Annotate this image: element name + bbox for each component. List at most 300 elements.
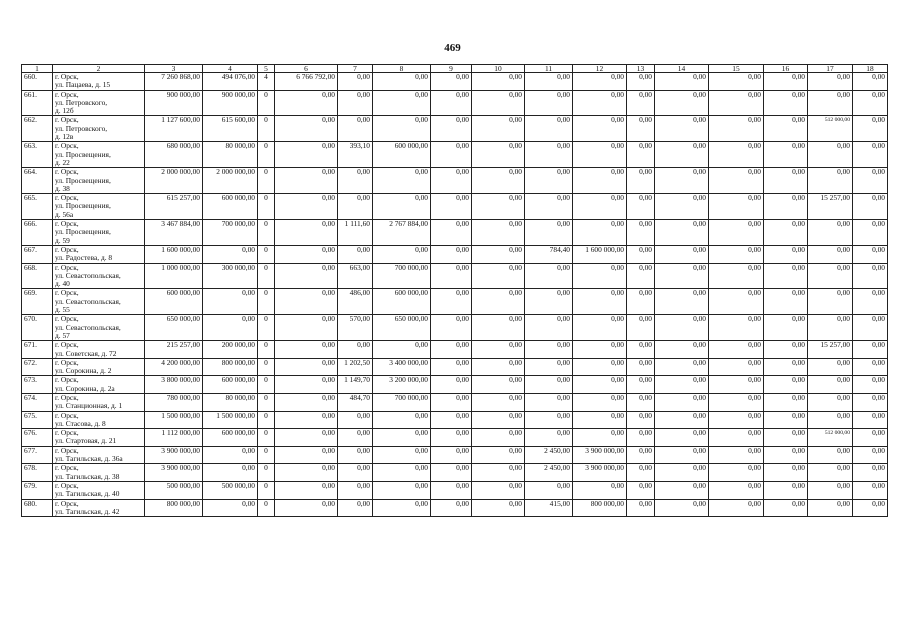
- column-number: 11: [525, 65, 573, 73]
- value-cell: 0,00: [655, 341, 709, 359]
- value-cell: 0,00: [853, 90, 888, 116]
- value-cell: 0,00: [627, 194, 655, 220]
- address-cell: г. Орск, ул. Петровского, д. 12в: [53, 116, 145, 142]
- address-cell: г. Орск, ул. Сорокина, д. 2: [53, 358, 145, 376]
- value-cell: 0,00: [525, 429, 573, 447]
- value-cell: 0,00: [573, 168, 627, 194]
- column-number: 17: [808, 65, 853, 73]
- value-cell: 0,00: [808, 411, 853, 429]
- address-cell: г. Орск, ул. Станционная, д. 1: [53, 393, 145, 411]
- value-cell: 0,00: [627, 481, 655, 499]
- value-cell: 0,00: [573, 90, 627, 116]
- value-cell: 0,00: [472, 220, 525, 246]
- value-cell: 1 149,70: [338, 376, 373, 394]
- value-cell: 80 000,00: [203, 393, 258, 411]
- address-cell: г. Орск, ул. Пацаева, д. 15: [53, 73, 145, 91]
- value-cell: 0,00: [853, 142, 888, 168]
- value-cell: 1 111,60: [338, 220, 373, 246]
- value-cell: 600 000,00: [203, 376, 258, 394]
- value-cell: 0,00: [472, 289, 525, 315]
- table-row: [22, 289, 888, 315]
- value-cell: 0,00: [338, 429, 373, 447]
- address-cell: г. Орск, ул. Севастопольская, д. 40: [53, 263, 145, 289]
- value-cell: 0: [258, 411, 275, 429]
- value-cell: 2 450,00: [525, 464, 573, 482]
- value-cell: 0,00: [764, 393, 808, 411]
- value-cell: 0: [258, 263, 275, 289]
- column-number: 15: [709, 65, 764, 73]
- value-cell: 0,00: [709, 341, 764, 359]
- value-cell: 0,00: [203, 289, 258, 315]
- value-cell: 0,00: [573, 411, 627, 429]
- value-cell: 0: [258, 315, 275, 341]
- table-row: [22, 499, 888, 517]
- value-cell: 3 467 884,00: [145, 220, 203, 246]
- column-number: 7: [338, 65, 373, 73]
- value-cell: 15 257,00: [808, 341, 853, 359]
- value-cell: 0,00: [627, 376, 655, 394]
- value-cell: 0,00: [709, 73, 764, 91]
- row-number: 661.: [22, 90, 53, 116]
- value-cell: 512 000,00: [808, 116, 853, 142]
- value-cell: 0,00: [203, 499, 258, 517]
- table-row: [22, 73, 888, 91]
- value-cell: 0,00: [764, 73, 808, 91]
- value-cell: 0,00: [627, 168, 655, 194]
- table-row: [22, 358, 888, 376]
- column-number: 3: [145, 65, 203, 73]
- column-number: 14: [655, 65, 709, 73]
- value-cell: 650 000,00: [373, 315, 431, 341]
- value-cell: 0,00: [709, 289, 764, 315]
- value-cell: 800 000,00: [203, 358, 258, 376]
- value-cell: 0,00: [808, 142, 853, 168]
- value-cell: 0,00: [431, 220, 472, 246]
- value-cell: 0,00: [764, 464, 808, 482]
- table-row: [22, 263, 888, 289]
- value-cell: 0,00: [853, 245, 888, 263]
- value-cell: 7 260 868,00: [145, 73, 203, 91]
- value-cell: 0,00: [627, 90, 655, 116]
- value-cell: 0,00: [431, 358, 472, 376]
- value-cell: 0: [258, 341, 275, 359]
- value-cell: 0,00: [472, 481, 525, 499]
- value-cell: 0,00: [338, 411, 373, 429]
- value-cell: 0,00: [655, 73, 709, 91]
- address-cell: г. Орск, ул. Тагильская, д. 40: [53, 481, 145, 499]
- value-cell: 0,00: [573, 220, 627, 246]
- value-cell: 0,00: [764, 481, 808, 499]
- value-cell: 0,00: [338, 116, 373, 142]
- value-cell: 0,00: [431, 464, 472, 482]
- value-cell: 0,00: [709, 220, 764, 246]
- value-cell: 0,00: [764, 446, 808, 464]
- value-cell: 0,00: [431, 315, 472, 341]
- value-cell: 0,00: [627, 289, 655, 315]
- address-cell: г. Орск, ул. Стартовая, д. 21: [53, 429, 145, 447]
- value-cell: 0,00: [472, 315, 525, 341]
- value-cell: 0,00: [275, 499, 338, 517]
- value-cell: 615 257,00: [145, 194, 203, 220]
- value-cell: 0,00: [275, 168, 338, 194]
- row-number: 674.: [22, 393, 53, 411]
- value-cell: 600 000,00: [203, 194, 258, 220]
- value-cell: 0,00: [338, 499, 373, 517]
- column-number: 8: [373, 65, 431, 73]
- value-cell: 1 600 000,00: [573, 245, 627, 263]
- value-cell: 1 000 000,00: [145, 263, 203, 289]
- value-cell: 0,00: [853, 393, 888, 411]
- value-cell: 0: [258, 168, 275, 194]
- value-cell: 0,00: [808, 464, 853, 482]
- value-cell: 0,00: [709, 116, 764, 142]
- value-cell: 0,00: [655, 245, 709, 263]
- value-cell: 0,00: [373, 446, 431, 464]
- value-cell: 0: [258, 194, 275, 220]
- value-cell: 0,00: [764, 376, 808, 394]
- value-cell: 0: [258, 116, 275, 142]
- value-cell: 0,00: [764, 411, 808, 429]
- column-number: 18: [853, 65, 888, 73]
- value-cell: 0,00: [655, 446, 709, 464]
- address-cell: г. Орск, ул. Просвещения, д. 59: [53, 220, 145, 246]
- value-cell: 3 800 000,00: [145, 376, 203, 394]
- value-cell: 0,00: [373, 116, 431, 142]
- value-cell: 0,00: [431, 446, 472, 464]
- value-cell: 0,00: [203, 245, 258, 263]
- value-cell: 0,00: [431, 245, 472, 263]
- value-cell: 0,00: [808, 393, 853, 411]
- row-number: 667.: [22, 245, 53, 263]
- value-cell: 0,00: [627, 464, 655, 482]
- value-cell: 0,00: [275, 142, 338, 168]
- address-cell: г. Орск, ул. Стасова, д. 8: [53, 411, 145, 429]
- table-row: [22, 393, 888, 411]
- value-cell: 0,00: [373, 499, 431, 517]
- value-cell: 80 000,00: [203, 142, 258, 168]
- table-row: [22, 116, 888, 142]
- value-cell: 0,00: [472, 142, 525, 168]
- value-cell: 200 000,00: [203, 341, 258, 359]
- table-row: [22, 194, 888, 220]
- value-cell: 0,00: [573, 315, 627, 341]
- value-cell: 3 400 000,00: [373, 358, 431, 376]
- column-number: 16: [764, 65, 808, 73]
- value-cell: 0,00: [431, 393, 472, 411]
- row-number: 670.: [22, 315, 53, 341]
- column-number: 4: [203, 65, 258, 73]
- value-cell: 0,00: [655, 429, 709, 447]
- value-cell: 0,00: [373, 194, 431, 220]
- value-cell: 0,00: [573, 376, 627, 394]
- value-cell: 0,00: [431, 90, 472, 116]
- address-cell: г. Орск, ул. Петровского, д. 12б: [53, 90, 145, 116]
- page-number: 469: [444, 42, 461, 54]
- value-cell: 0,00: [373, 481, 431, 499]
- value-cell: 0,00: [525, 142, 573, 168]
- value-cell: 0,00: [472, 464, 525, 482]
- column-number: 10: [472, 65, 525, 73]
- value-cell: 0,00: [275, 376, 338, 394]
- value-cell: 2 000 000,00: [203, 168, 258, 194]
- value-cell: 0,00: [627, 245, 655, 263]
- value-cell: 0,00: [853, 341, 888, 359]
- value-cell: 0,00: [627, 393, 655, 411]
- value-cell: 0,00: [655, 289, 709, 315]
- value-cell: 15 257,00: [808, 194, 853, 220]
- value-cell: 1 500 000,00: [145, 411, 203, 429]
- value-cell: 0,00: [525, 194, 573, 220]
- value-cell: 0,00: [764, 245, 808, 263]
- value-cell: 0,00: [853, 220, 888, 246]
- value-cell: 0,00: [764, 341, 808, 359]
- value-cell: 0: [258, 481, 275, 499]
- value-cell: 0,00: [627, 499, 655, 517]
- value-cell: 0,00: [338, 245, 373, 263]
- row-number: 669.: [22, 289, 53, 315]
- value-cell: 0,00: [764, 315, 808, 341]
- value-cell: 0,00: [808, 446, 853, 464]
- table-row: [22, 446, 888, 464]
- value-cell: 0,00: [431, 168, 472, 194]
- row-number: 671.: [22, 341, 53, 359]
- value-cell: 0,00: [373, 168, 431, 194]
- value-cell: 0,00: [627, 116, 655, 142]
- value-cell: 0,00: [338, 446, 373, 464]
- value-cell: 0,00: [655, 90, 709, 116]
- value-cell: 0,00: [525, 358, 573, 376]
- value-cell: 0,00: [709, 245, 764, 263]
- row-number: 675.: [22, 411, 53, 429]
- value-cell: 800 000,00: [145, 499, 203, 517]
- value-cell: 0,00: [525, 411, 573, 429]
- value-cell: 0,00: [709, 499, 764, 517]
- value-cell: 663,00: [338, 263, 373, 289]
- value-cell: 0: [258, 245, 275, 263]
- value-cell: 0,00: [472, 245, 525, 263]
- column-number: 12: [573, 65, 627, 73]
- value-cell: 0,00: [431, 499, 472, 517]
- value-cell: 0,00: [472, 116, 525, 142]
- value-cell: 0,00: [573, 289, 627, 315]
- value-cell: 0,00: [709, 358, 764, 376]
- value-cell: 0,00: [431, 481, 472, 499]
- value-cell: 0,00: [338, 194, 373, 220]
- value-cell: 0,00: [472, 358, 525, 376]
- table-row: [22, 411, 888, 429]
- value-cell: 0,00: [525, 315, 573, 341]
- row-number: 666.: [22, 220, 53, 246]
- value-cell: 0,00: [472, 499, 525, 517]
- value-cell: 0,00: [764, 116, 808, 142]
- value-cell: 0,00: [573, 194, 627, 220]
- value-cell: 784,40: [525, 245, 573, 263]
- row-number: 676.: [22, 429, 53, 447]
- value-cell: 0: [258, 393, 275, 411]
- value-cell: 570,00: [338, 315, 373, 341]
- value-cell: 700 000,00: [373, 263, 431, 289]
- value-cell: 0,00: [338, 168, 373, 194]
- value-cell: 0,00: [764, 220, 808, 246]
- value-cell: 0,00: [853, 194, 888, 220]
- row-number: 664.: [22, 168, 53, 194]
- value-cell: 0,00: [655, 464, 709, 482]
- value-cell: 0,00: [627, 358, 655, 376]
- column-number: 5: [258, 65, 275, 73]
- value-cell: 0,00: [525, 341, 573, 359]
- value-cell: 0,00: [627, 263, 655, 289]
- value-cell: 0,00: [373, 464, 431, 482]
- value-cell: 0,00: [764, 263, 808, 289]
- value-cell: 2 767 884,00: [373, 220, 431, 246]
- value-cell: 600 000,00: [145, 289, 203, 315]
- value-cell: 3 900 000,00: [145, 446, 203, 464]
- value-cell: 0,00: [431, 73, 472, 91]
- value-cell: 900 000,00: [203, 90, 258, 116]
- value-cell: 0,00: [275, 411, 338, 429]
- value-cell: 0,00: [338, 90, 373, 116]
- value-cell: 0,00: [203, 464, 258, 482]
- table-row: [22, 142, 888, 168]
- value-cell: 0,00: [853, 464, 888, 482]
- address-cell: г. Орск, ул. Тагильская, д. 38: [53, 464, 145, 482]
- value-cell: 0,00: [472, 73, 525, 91]
- value-cell: 0,00: [655, 194, 709, 220]
- value-cell: 0,00: [764, 429, 808, 447]
- row-number: 663.: [22, 142, 53, 168]
- address-cell: г. Орск, ул. Севастопольская, д. 55: [53, 289, 145, 315]
- table-row: [22, 341, 888, 359]
- value-cell: 486,00: [338, 289, 373, 315]
- value-cell: 0,00: [431, 376, 472, 394]
- value-cell: 0,00: [655, 168, 709, 194]
- value-cell: 0,00: [627, 429, 655, 447]
- value-cell: 0,00: [275, 263, 338, 289]
- value-cell: 0,00: [275, 481, 338, 499]
- value-cell: 0,00: [431, 194, 472, 220]
- value-cell: 0,00: [472, 411, 525, 429]
- value-cell: 0,00: [808, 245, 853, 263]
- value-cell: 0,00: [373, 341, 431, 359]
- column-number: 9: [431, 65, 472, 73]
- value-cell: 2 000 000,00: [145, 168, 203, 194]
- value-cell: 0: [258, 429, 275, 447]
- value-cell: 484,70: [338, 393, 373, 411]
- value-cell: 0,00: [709, 393, 764, 411]
- value-cell: 0,00: [764, 194, 808, 220]
- value-cell: 0,00: [338, 73, 373, 91]
- row-number: 679.: [22, 481, 53, 499]
- row-number: 680.: [22, 499, 53, 517]
- value-cell: 0: [258, 499, 275, 517]
- value-cell: 0,00: [525, 289, 573, 315]
- value-cell: 0,00: [431, 429, 472, 447]
- value-cell: 0,00: [627, 142, 655, 168]
- value-cell: 0,00: [808, 220, 853, 246]
- value-cell: 1 500 000,00: [203, 411, 258, 429]
- value-cell: 900 000,00: [145, 90, 203, 116]
- value-cell: 0,00: [655, 393, 709, 411]
- value-cell: 0,00: [275, 220, 338, 246]
- value-cell: 0,00: [472, 341, 525, 359]
- value-cell: 4: [258, 73, 275, 91]
- value-cell: 0: [258, 220, 275, 246]
- value-cell: 0,00: [373, 245, 431, 263]
- value-cell: 0,00: [764, 358, 808, 376]
- value-cell: 0,00: [525, 220, 573, 246]
- table-row: [22, 376, 888, 394]
- table-row: [22, 429, 888, 447]
- value-cell: 0,00: [525, 481, 573, 499]
- row-number: 668.: [22, 263, 53, 289]
- table-row: [22, 315, 888, 341]
- value-cell: 0,00: [808, 263, 853, 289]
- table-row: [22, 481, 888, 499]
- row-number: 678.: [22, 464, 53, 482]
- value-cell: 4 200 000,00: [145, 358, 203, 376]
- value-cell: 0,00: [853, 116, 888, 142]
- address-cell: г. Орск, ул. Тагильская, д. 42: [53, 499, 145, 517]
- value-cell: 600 000,00: [203, 429, 258, 447]
- value-cell: 0,00: [431, 411, 472, 429]
- address-cell: г. Орск, ул. Просвещения, д. 38: [53, 168, 145, 194]
- address-cell: г. Орск, ул. Просвещения, д. 56а: [53, 194, 145, 220]
- value-cell: 0,00: [573, 358, 627, 376]
- value-cell: 0,00: [275, 245, 338, 263]
- value-cell: 0,00: [275, 315, 338, 341]
- value-cell: 2 450,00: [525, 446, 573, 464]
- value-cell: 1 600 000,00: [145, 245, 203, 263]
- column-number: 1: [22, 65, 53, 73]
- value-cell: 0: [258, 289, 275, 315]
- value-cell: 0,00: [853, 315, 888, 341]
- value-cell: 0,00: [573, 116, 627, 142]
- value-cell: 0,00: [808, 315, 853, 341]
- value-cell: 494 076,00: [203, 73, 258, 91]
- value-cell: 0,00: [709, 481, 764, 499]
- value-cell: 0,00: [573, 142, 627, 168]
- value-cell: 0,00: [709, 142, 764, 168]
- value-cell: 0,00: [472, 429, 525, 447]
- value-cell: 0,00: [338, 464, 373, 482]
- value-cell: 0,00: [472, 263, 525, 289]
- row-number: 677.: [22, 446, 53, 464]
- value-cell: 0: [258, 446, 275, 464]
- value-cell: 3 900 000,00: [573, 446, 627, 464]
- value-cell: 0,00: [472, 376, 525, 394]
- column-number: 13: [627, 65, 655, 73]
- value-cell: 0,00: [431, 263, 472, 289]
- value-cell: 0,00: [472, 194, 525, 220]
- value-cell: 700 000,00: [203, 220, 258, 246]
- value-cell: 1 127 600,00: [145, 116, 203, 142]
- value-cell: 3 900 000,00: [573, 464, 627, 482]
- column-number: 6: [275, 65, 338, 73]
- value-cell: 0,00: [655, 116, 709, 142]
- value-cell: 0,00: [627, 446, 655, 464]
- value-cell: 0,00: [275, 429, 338, 447]
- value-cell: 0,00: [373, 90, 431, 116]
- column-number-row: [22, 65, 888, 73]
- value-cell: 0,00: [472, 446, 525, 464]
- value-cell: 0: [258, 376, 275, 394]
- address-cell: г. Орск, ул. Тагильская, д. 36а: [53, 446, 145, 464]
- value-cell: 0,00: [853, 411, 888, 429]
- value-cell: 0,00: [573, 393, 627, 411]
- value-cell: 0,00: [655, 481, 709, 499]
- value-cell: 0,00: [709, 411, 764, 429]
- value-cell: 600 000,00: [373, 142, 431, 168]
